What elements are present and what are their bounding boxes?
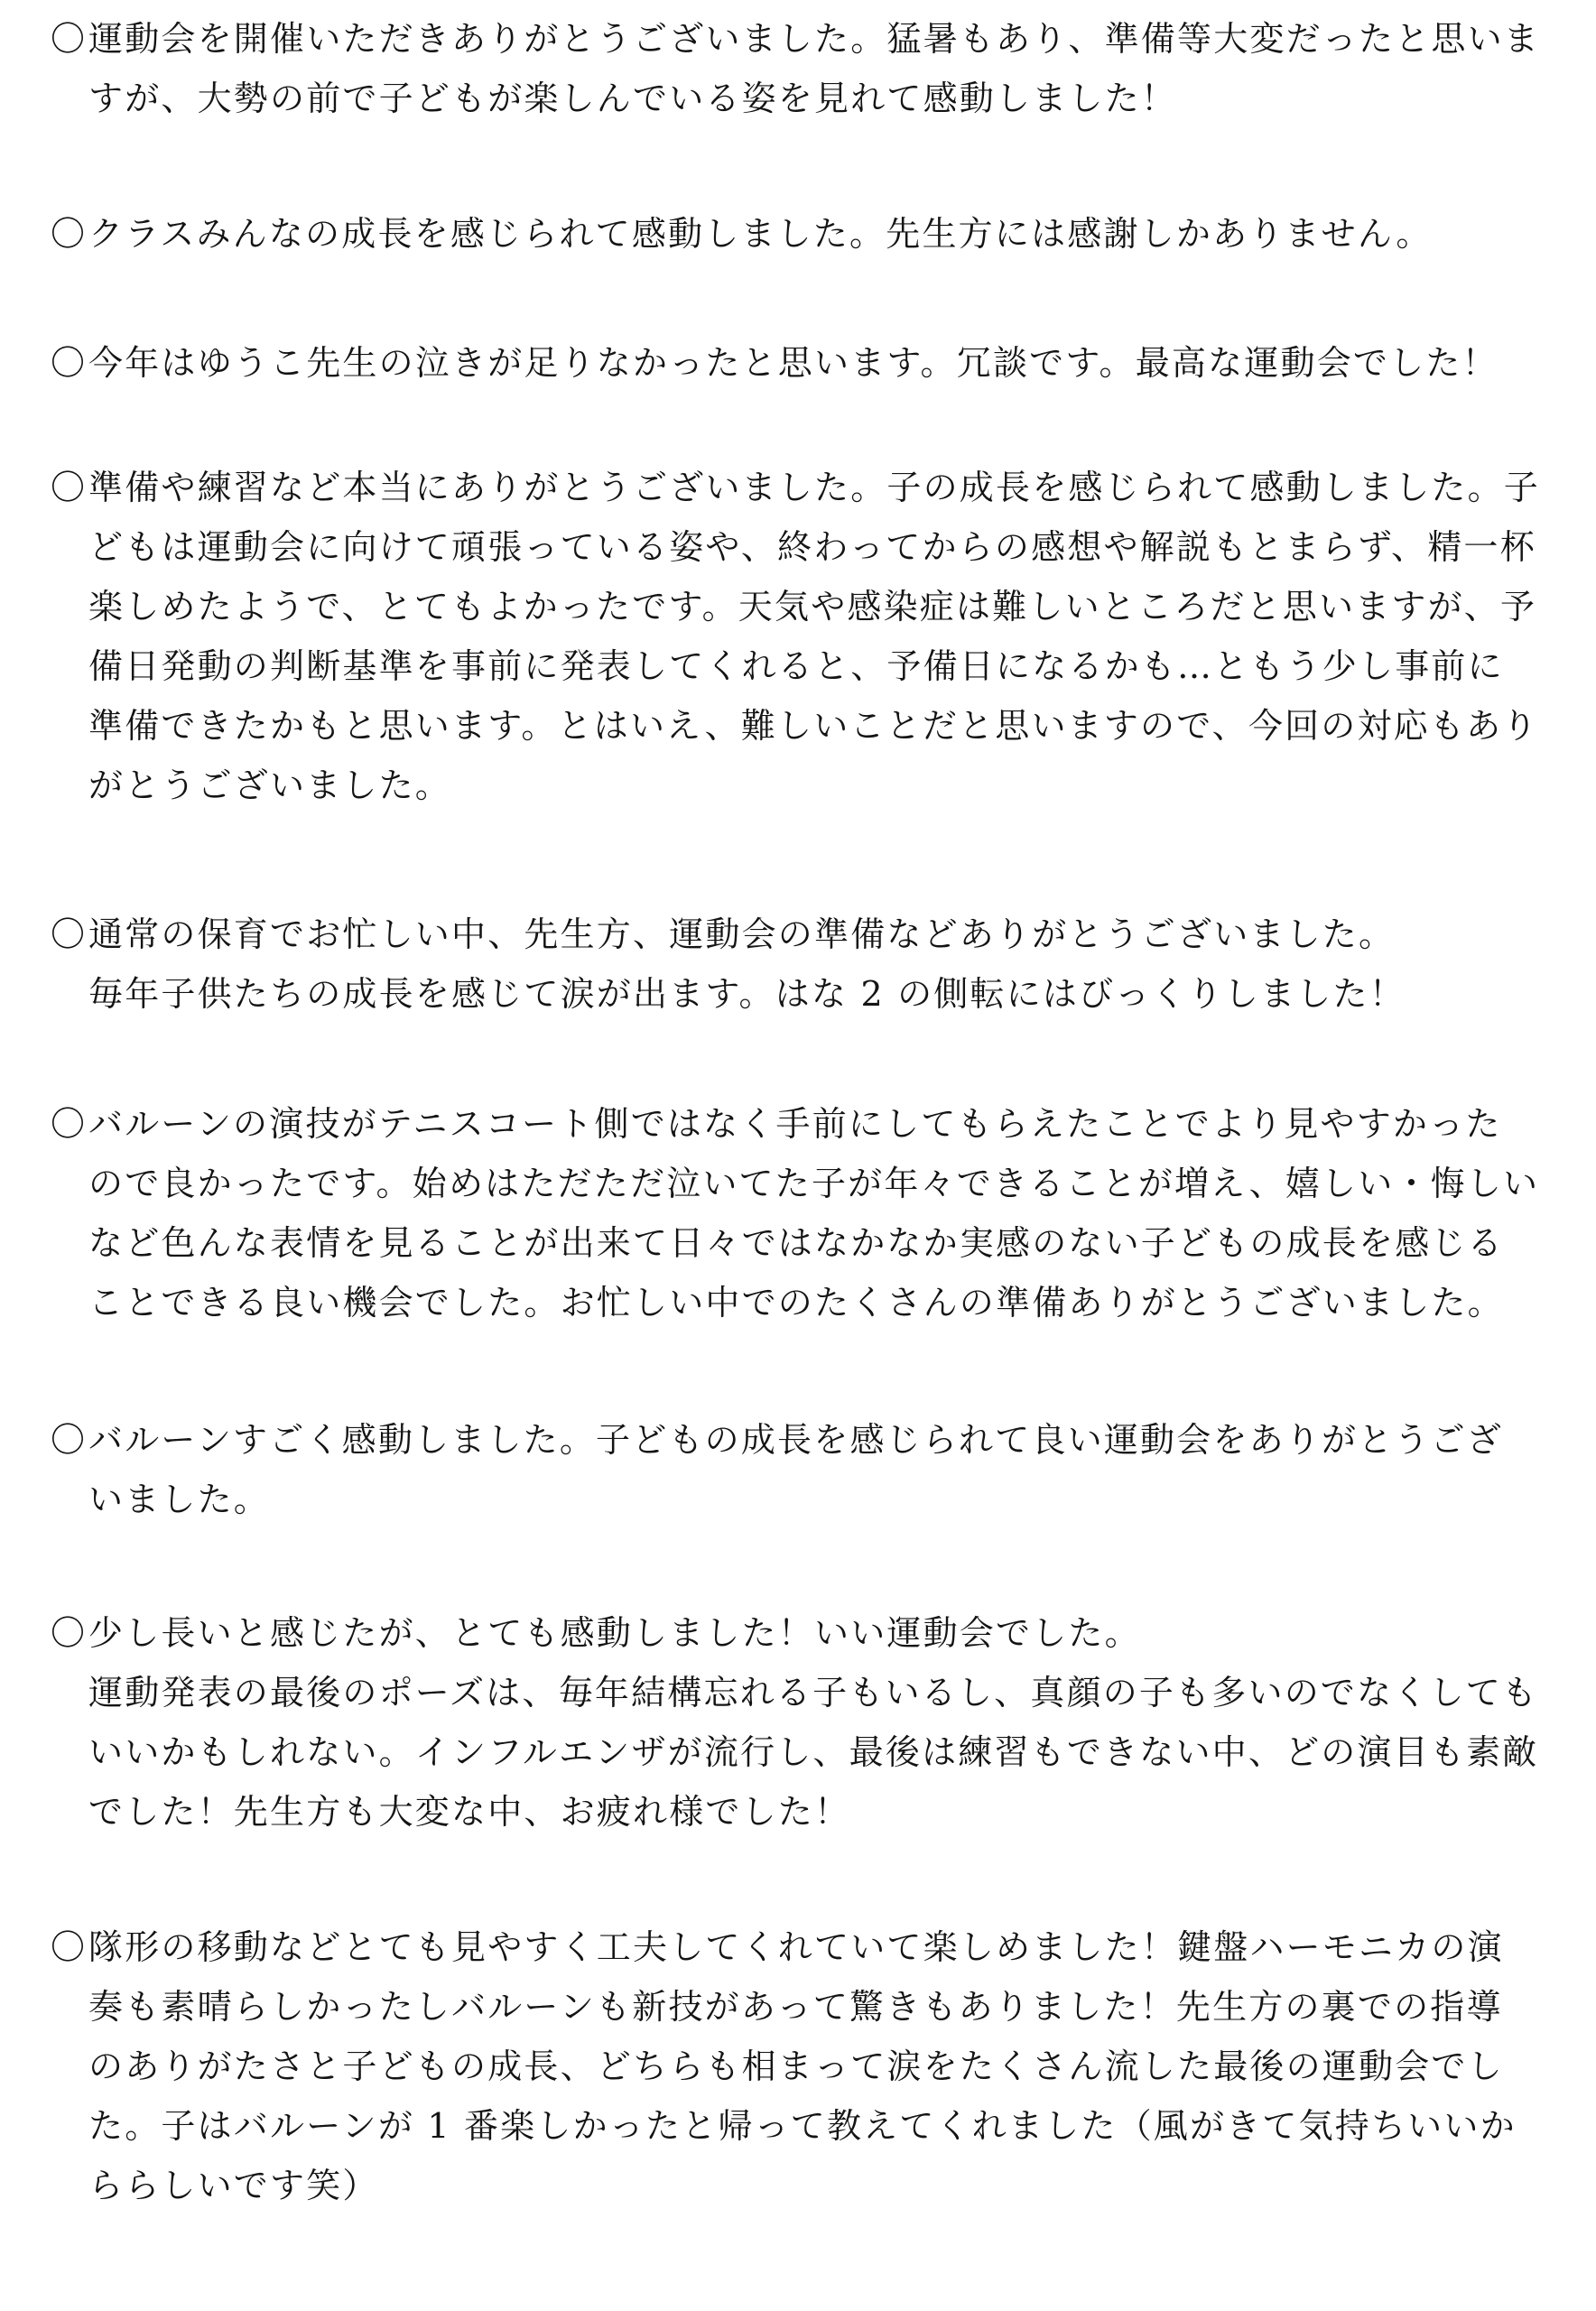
comment-line: 〇 クラスみんなの成長を感じられて感動しました。先生方には感謝しかありません。 [51,204,1558,264]
comment-line: どもは運動会に向けて頑張っている姿や、終わってからの感想や解説もとまらず、精一杯 [88,527,1536,567]
comment-line: のありがたさと子どもの成長、どちらも相まって涙をたくさん流した最後の運動会でし [88,2046,1504,2086]
comment-line: 毎年子供たちの成長を感じて涙が出ます。はな 2 の側転にはびっくりしました！ [88,974,1406,1014]
comment-line: 〇 運動会を開催いただきありがとうございました。猛暑もあり、準備等大変だったと思いま [51,9,1558,69]
comment-line: がとうございました。 [88,766,452,805]
comment-line: 運動発表の最後のポーズは、毎年結構忘れる子もいるし、真顔の子も多いのでなくしても [88,1673,1539,1712]
comment-line: でした！先生方も大変な中、お疲れ様でした！ [88,1792,851,1832]
comment-line: 備日発動の判断基準を事前に発表してくれると、予備日になるかも…ともう少し事前に [88,646,1504,686]
comment-line: 〇 通常の保育でお忙しい中、先生方、運動会の準備などありがとうございました。 [51,905,1558,964]
comment-line: いいかもしれない。インフルエンザが流行し、最後は練習もできない中、どの演目も素敵 [88,1732,1539,1772]
circle-bullet: 〇 [51,1613,86,1653]
comment-7 [51,1410,1558,1529]
comment-line: いました。 [88,1480,271,1519]
comment-line: 〇 少し長いと感じたが、とても感動しました！いい運動会でした。 [51,1603,1558,1663]
circle-bullet: 〇 [51,19,86,59]
circle-bullet: 〇 [51,468,86,507]
comment-line: 〇 準備や練習など本当にありがとうございました。子の成長を感じられて感動しました。子 [51,458,1558,517]
comment-9 [51,1917,1558,2215]
comment-line: 楽しめたようで、とてもよかったです。天気や感染症は難しいところだと思いますが、予 [88,587,1537,626]
circle-bullet: 〇 [51,914,86,954]
comment-2 [51,204,1558,264]
comment-line: ことできる良い機会でした。お忙しい中でのたくさんの準備ありがとうございました。 [88,1283,1504,1323]
comment-line: 〇 今年はゆうこ先生の泣きが足りなかったと思います。冗談です。最高な運動会でした！ [51,333,1558,393]
comment-line: た。子はバルーンが 1 番楽しかったと帰って教えてくれました（風がきて気持ちいいか [88,2106,1517,2146]
comment-line: 奏も素晴らしかったしバルーンも新技があって驚きもありました！先生方の裏での指導 [88,1987,1503,2027]
circle-bullet: 〇 [51,1104,86,1144]
comment-line: ららしいです笑） [88,2166,379,2205]
comment-6 [51,1094,1558,1332]
comment-line: 〇 バルーンすごく感動しました。子どもの成長を感じられて良い運動会をありがとうござ [51,1410,1558,1470]
circle-bullet: 〇 [51,1927,86,1967]
comment-4 [51,458,1558,815]
comment-line: など色んな表情を見ることが出来て日々ではなかなか実感のない子どもの成長を感じる [88,1223,1504,1263]
comment-line: 〇 バルーンの演技がテニスコート側ではなく手前にしてもらえたことでより見やすかった [51,1094,1558,1154]
circle-bullet: 〇 [51,343,86,383]
comment-3 [51,333,1558,393]
comment-5 [51,905,1558,1024]
circle-bullet: 〇 [51,1420,86,1460]
comment-1 [51,9,1558,128]
comment-line: 〇 隊形の移動などとても見やすく工夫してくれていて楽しめました！鍵盤ハーモニカの演 [51,1917,1558,1977]
circle-bullet: 〇 [51,214,86,254]
comment-line: すが、大勢の前で子どもが楽しんでいる姿を見れて感動しました！ [88,79,1178,118]
comment-line: 準備できたかもと思います。とはいえ、難しいことだと思いますので、今回の対応もあり [88,706,1539,746]
comment-8 [51,1603,1558,1842]
comment-line: ので良かったです。始めはただただ泣いてた子が年々できることが増え、嬉しい・悔しい [88,1164,1540,1203]
